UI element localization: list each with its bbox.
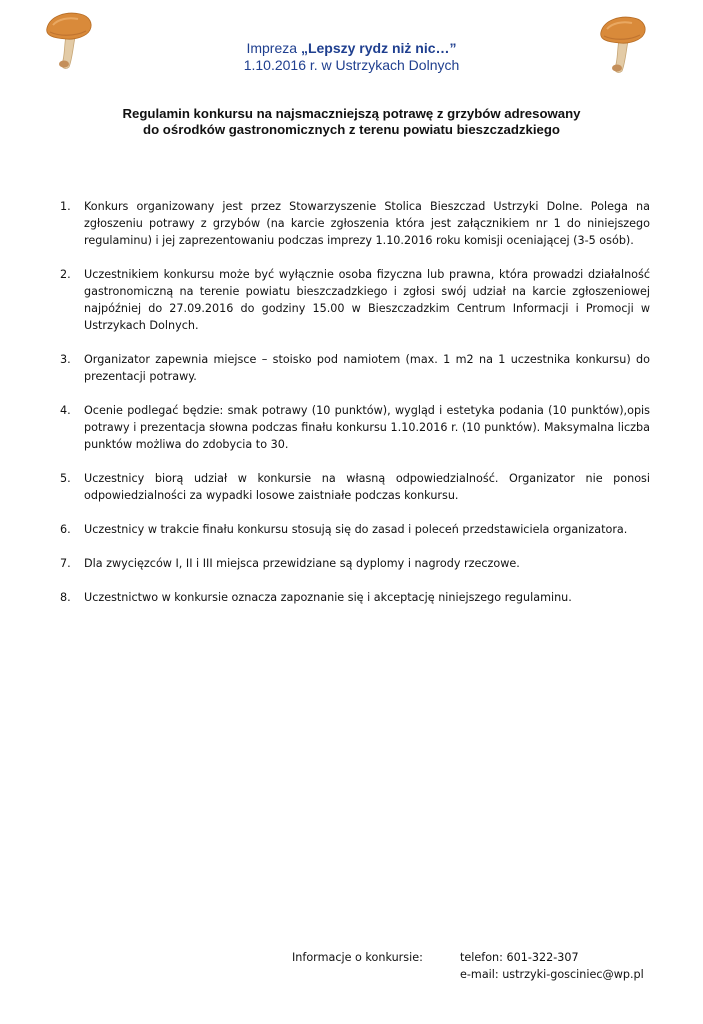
contact-email: e-mail: ustrzyki-gosciniec@wp.pl bbox=[460, 968, 644, 981]
contact-phone: telefon: 601-322-307 bbox=[460, 951, 579, 964]
rule-number: 5. bbox=[60, 472, 71, 485]
event-title-line bbox=[0, 40, 703, 57]
event-date-place: 1.10.2016 r. w Ustrzykach Dolnych bbox=[243, 57, 460, 73]
rule-number: 8. bbox=[60, 591, 71, 604]
rule-number: 4. bbox=[60, 404, 71, 417]
rule-text: Uczestnicy w trakcie finału konkursu stosują się do zasad i poleceń przedstawiciela organizatora. bbox=[84, 523, 628, 536]
rule-number: 6. bbox=[60, 523, 71, 536]
rule-text: Ocenie podlegać będzie: smak potrawy (10 punktów), wygląd i estetyka podania (10 punktów),opis potrawy i prezentacja słowna podczas finału konkursu 1.10.2016 r. (10 punktów). Maksymalna liczba punktów możliwa do zdobycia to 30. bbox=[84, 404, 650, 451]
rule-text: Uczestnikiem konkursu może być wyłącznie osoba fizyczna lub prawna, która prowadzi działalność gastronomiczną na terenie powiatu bieszczadzkiego i zgłosi swój udział na karcie zgłoszeniowej najpóźniej do 27.09.2016 do godziny 15.00 w Bieszczadzkim Centrum Informacji i Promocji w Ustrzykach Dolnych. bbox=[84, 268, 650, 332]
rule-item bbox=[60, 351, 650, 385]
rule-item bbox=[60, 470, 650, 504]
rule-text: Organizator zapewnia miejsce – stoisko pod namiotem (max. 1 m2 na 1 uczestnika konkursu) do prezentacji potrawy. bbox=[84, 353, 650, 383]
rule-text: Uczestnictwo w konkursie oznacza zapoznanie się i akceptację niniejszego regulaminu. bbox=[84, 591, 572, 604]
rule-number: 2. bbox=[60, 268, 71, 281]
contact-label: Informacje o konkursie: bbox=[292, 951, 423, 964]
event-prefix: Impreza bbox=[246, 40, 301, 56]
rule-item bbox=[60, 589, 650, 606]
rule-number: 3. bbox=[60, 353, 71, 366]
contact-details bbox=[460, 949, 644, 983]
rules-list bbox=[60, 198, 650, 623]
rule-text: Uczestnicy biorą udział w konkursie na własną odpowiedzialność. Organizator nie ponosi odpowiedzialności za wypadki losowe zaistniałe podczas konkursu. bbox=[84, 472, 650, 502]
rule-item bbox=[60, 521, 650, 538]
document-title-line-1: Regulamin konkursu na najsmaczniejszą potrawę z grzybów adresowany bbox=[122, 106, 581, 121]
rule-number: 7. bbox=[60, 557, 71, 570]
rule-item bbox=[60, 198, 650, 249]
event-header bbox=[0, 40, 703, 74]
document-title bbox=[60, 106, 643, 138]
rule-number: 1. bbox=[60, 200, 71, 213]
rule-item bbox=[60, 266, 650, 334]
rule-item bbox=[60, 555, 650, 572]
rule-text: Dla zwycięzców I, II i III miejsca przewidziane są dyplomy i nagrody rzeczowe. bbox=[84, 557, 520, 570]
document-title-line-2: do ośrodków gastronomicznych z terenu powiatu bieszczadzkiego bbox=[143, 122, 560, 137]
rule-text: Konkurs organizowany jest przez Stowarzyszenie Stolica Bieszczad Ustrzyki Dolne. Polega na zgłoszeniu potrawy z grzybów (na karcie zgłoszenia która jest załącznikiem nr 1 do niniejszego regulaminu) i jej zaprezentowaniu podczas imprezy 1.10.2016 roku komisji oceniającej (3-5 osób). bbox=[84, 200, 650, 247]
event-name: „Lepszy rydz niż nic…” bbox=[300, 40, 457, 56]
rule-item bbox=[60, 402, 650, 453]
